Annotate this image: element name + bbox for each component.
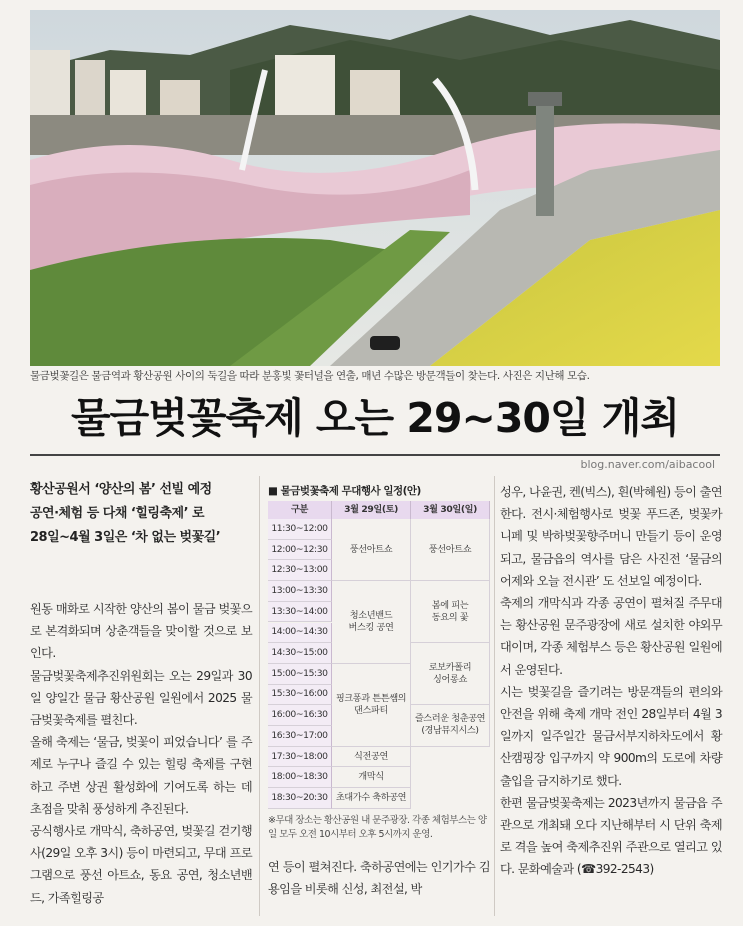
schedule-time: 15:00~15:30 <box>268 664 332 685</box>
photo-caption: 물금벚꽃길은 물금역과 황산공원 사이의 둑길을 따라 분홍빛 꽃터널을 연출, 매년 수많은 방문객들이 찾는다. 사진은 지난해 모습. <box>30 370 590 382</box>
paragraph: 물금벚꽃축제추진위원회는 오는 29일과 30일 양일간 물금 황산공원 일원에서 2025 물금벚꽃축제를 펼친다. <box>30 668 252 728</box>
subhead-line: 28일~4월 3일은 ‘차 없는 벚꽃길’ <box>30 530 221 545</box>
schedule-time: 16:00~16:30 <box>268 705 332 726</box>
column-divider <box>494 476 495 916</box>
schedule-time: 12:00~12:30 <box>268 540 332 561</box>
schedule-time: 13:30~14:00 <box>268 602 332 623</box>
paragraph: 연 등이 펼쳐진다. 축하공연에는 인기가수 김용임을 비롯해 신성, 최전설, 박 <box>268 860 490 897</box>
schedule-time: 13:00~13:30 <box>268 581 332 602</box>
schedule-time: 16:30~17:00 <box>268 726 332 747</box>
schedule-event: 초대가수 축하공연 <box>332 788 411 809</box>
schedule-time: 14:30~15:00 <box>268 643 332 664</box>
schedule-time: 12:30~13:00 <box>268 560 332 581</box>
headline-rule <box>30 454 720 456</box>
schedule-event: 식전공연 <box>332 747 411 768</box>
schedule-event: 즐스러운 청춘공연 (경남뮤지시스) <box>411 705 490 746</box>
paragraph: 올해 축제는 ‘물금, 벚꽃이 피었습니다’ 를 주제로 누구나 즐길 수 있는 힐링 축제를 구현하고 주변 상권 활성화에 기여도록 하는 데 초점을 맞춰 풍성하게 추진된다. <box>30 735 252 816</box>
headline: 물금벚꽃축제 오는 29~30일 개최 <box>71 394 679 442</box>
schedule-table <box>268 501 490 809</box>
paragraph: 공식행사로 개막식, 축하공연, 벚꽃길 걷기행사(29일 오후 3시) 등이 마련되고, 무대 프로그램으로 풍선 아트쇼, 동요 공연, 청소년밴드, 가족힐링공 <box>30 824 252 905</box>
schedule-event: 봄에 피는 동요의 꽃 <box>411 581 490 643</box>
paragraph: 한편 물금벚꽃축제는 2023년까지 물금읍 주관으로 개최돼 오다 지난해부터 시 단위 축제로 격을 높여 축제추진위 주관으로 열리고 있다. 문화예술과 (☎392-2543) <box>500 795 722 877</box>
schedule-time: 18:30~20:30 <box>268 788 332 809</box>
body-column-2 <box>268 856 490 900</box>
column-divider <box>259 476 260 916</box>
schedule-time: 15:30~16:00 <box>268 685 332 706</box>
paragraph: 원동 매화로 시작한 양산의 봄이 물금 벚꽃으로 본격화되며 상춘객들을 맞이할 것으로 보인다. <box>30 602 252 661</box>
body-column-1 <box>30 598 252 909</box>
schedule-event: 개막식 <box>332 767 411 788</box>
schedule-header: 구분 <box>268 501 332 519</box>
paragraph: 축제의 개막식과 각종 공연이 펼쳐질 주무대는 황산공원 문주광장에 새로 설치한 야외무대이며, 각종 체험부스 등은 황산공원 일원에서 운영된다. <box>500 596 722 677</box>
schedule-event: 풍선아트쇼 <box>411 519 490 581</box>
subhead-line: 공연·체험 등 다채 ‘힐링축제’ 로 <box>30 506 205 521</box>
schedule-header: 3월 29일(토) <box>332 501 411 519</box>
schedule-table-title: ■ 물금벚꽃축제 무대행사 일정(안) <box>268 485 421 497</box>
paragraph: 시는 벚꽃길을 즐기려는 방문객들의 편의와 안전을 위해 축제 개막 전인 28일부터 4월 3일까지 일주일간 물금서부지하차도에서 황산캠핑장 입구까지 약 900m의 도로에 차량 출입을 금지하기로 했다. <box>500 684 722 788</box>
body-column-3 <box>500 481 722 881</box>
schedule-note: ※무대 장소는 황산공원 내 문주광장. 각종 체험부스는 양일 모두 오전 10시부터 오후 5시까지 운영. <box>268 815 487 840</box>
schedule-event: 풍선아트쇼 <box>332 519 411 581</box>
paragraph: 성우, 나윤권, 켄(빅스), 흰(박혜원) 등이 출연한다. 전시·체험행사로 벚꽃 푸드존, 벚꽃카니페 및 박하벚꽃향주머니 만들기 등이 운영되고, 물금읍의 역사를 담은 사진전 ‘물금의 어제와 오늘 전시관’ 도 선보일 예정이다. <box>500 485 722 588</box>
subheadline <box>30 478 252 550</box>
cherry-blossom-photo <box>30 10 720 366</box>
schedule-event: 핑크퐁과 튼튼쌤의 댄스파티 <box>332 664 411 747</box>
schedule-time: 17:30~18:00 <box>268 747 332 768</box>
schedule-header: 3월 30일(일) <box>411 501 490 519</box>
schedule-time: 11:30~12:00 <box>268 519 332 540</box>
blog-watermark: blog.naver.com/aibacool <box>580 458 715 471</box>
schedule-time: 18:00~18:30 <box>268 767 332 788</box>
schedule-event: 청소년밴드 버스킹 공연 <box>332 581 411 664</box>
schedule-time: 14:00~14:30 <box>268 623 332 644</box>
subhead-line: 황산공원서 ‘양산의 봄’ 선빌 예정 <box>30 482 212 497</box>
schedule-event: 로보카폴리 싱어롱쇼 <box>411 643 490 705</box>
